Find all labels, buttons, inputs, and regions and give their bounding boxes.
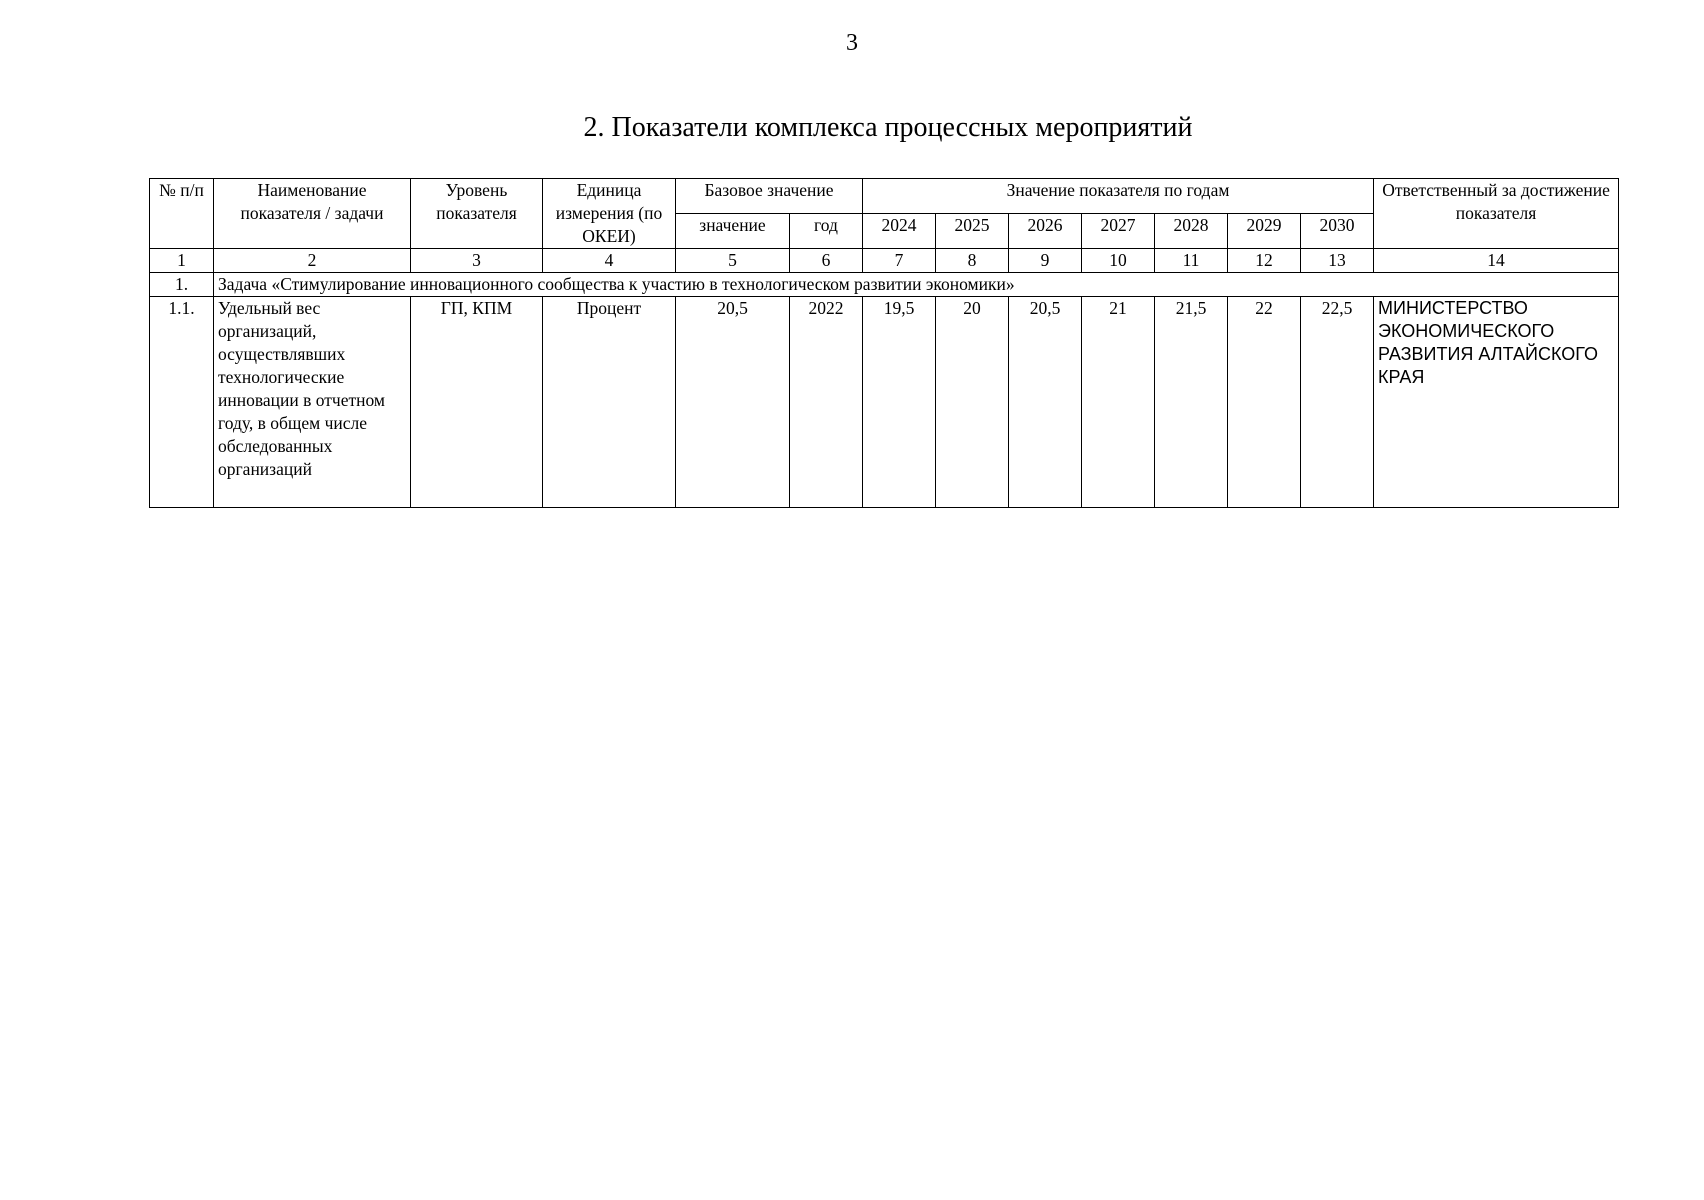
column-numbers-row: [150, 249, 1619, 273]
task-row: [150, 273, 1619, 297]
year-value: 21: [1082, 297, 1155, 508]
responsible-body: МИНИСТЕРСТВО ЭКОНОМИЧЕСКОГО РАЗВИТИЯ АЛТАЙСКОГО КРАЯ: [1374, 297, 1619, 508]
column-number: 14: [1374, 249, 1619, 273]
header-year: 2025: [936, 214, 1009, 249]
column-number: 12: [1228, 249, 1301, 273]
header-year: 2024: [863, 214, 936, 249]
column-number: 9: [1009, 249, 1082, 273]
base-year: 2022: [790, 297, 863, 508]
column-number: 2: [214, 249, 411, 273]
year-value: 21,5: [1155, 297, 1228, 508]
header-base-value: значение: [676, 214, 790, 249]
column-number: 11: [1155, 249, 1228, 273]
column-number: 10: [1082, 249, 1155, 273]
year-value: 20,5: [1009, 297, 1082, 508]
task-text: Задача «Стимулирование инновационного сообщества к участию в технологическом развитии экономики»: [214, 273, 1619, 297]
column-number: 13: [1301, 249, 1374, 273]
table-row: [150, 297, 1619, 508]
year-value: 19,5: [863, 297, 936, 508]
year-value: 20: [936, 297, 1009, 508]
indicators-table: [149, 178, 1619, 508]
header-year: 2030: [1301, 214, 1374, 249]
header-base: Базовое значение: [676, 179, 863, 214]
header-responsible: Ответственный за достижение показателя: [1374, 179, 1619, 249]
header-unit: Единица измерения (по ОКЕИ): [543, 179, 676, 249]
page-number: 3: [846, 30, 858, 56]
header-year: 2029: [1228, 214, 1301, 249]
indicator-unit: Процент: [543, 297, 676, 508]
header-year: 2026: [1009, 214, 1082, 249]
column-number: 3: [411, 249, 543, 273]
column-number: 6: [790, 249, 863, 273]
page-title: 2. Показатели комплекса процессных мероприятий: [583, 112, 1193, 143]
base-value: 20,5: [676, 297, 790, 508]
indicator-level: ГП, КПМ: [411, 297, 543, 508]
header-num: № п/п: [150, 179, 214, 249]
column-number: 1: [150, 249, 214, 273]
header-row-1: [150, 179, 1619, 214]
header-year: 2027: [1082, 214, 1155, 249]
row-number: 1.1.: [150, 297, 214, 508]
header-base-year: год: [790, 214, 863, 249]
header-level: Уровень показателя: [411, 179, 543, 249]
year-value: 22,5: [1301, 297, 1374, 508]
header-year: 2028: [1155, 214, 1228, 249]
header-by-years: Значение показателя по годам: [863, 179, 1374, 214]
task-number: 1.: [150, 273, 214, 297]
column-number: 8: [936, 249, 1009, 273]
indicators-table-wrapper: [149, 178, 1618, 508]
column-number: 5: [676, 249, 790, 273]
column-number: 4: [543, 249, 676, 273]
year-value: 22: [1228, 297, 1301, 508]
header-name: Наименование показателя / задачи: [214, 179, 411, 249]
column-number: 7: [863, 249, 936, 273]
indicator-name: Удельный вес организаций, осуществлявших технологические инновации в отчетном году, в общем числе обследованных организаций: [214, 297, 411, 508]
